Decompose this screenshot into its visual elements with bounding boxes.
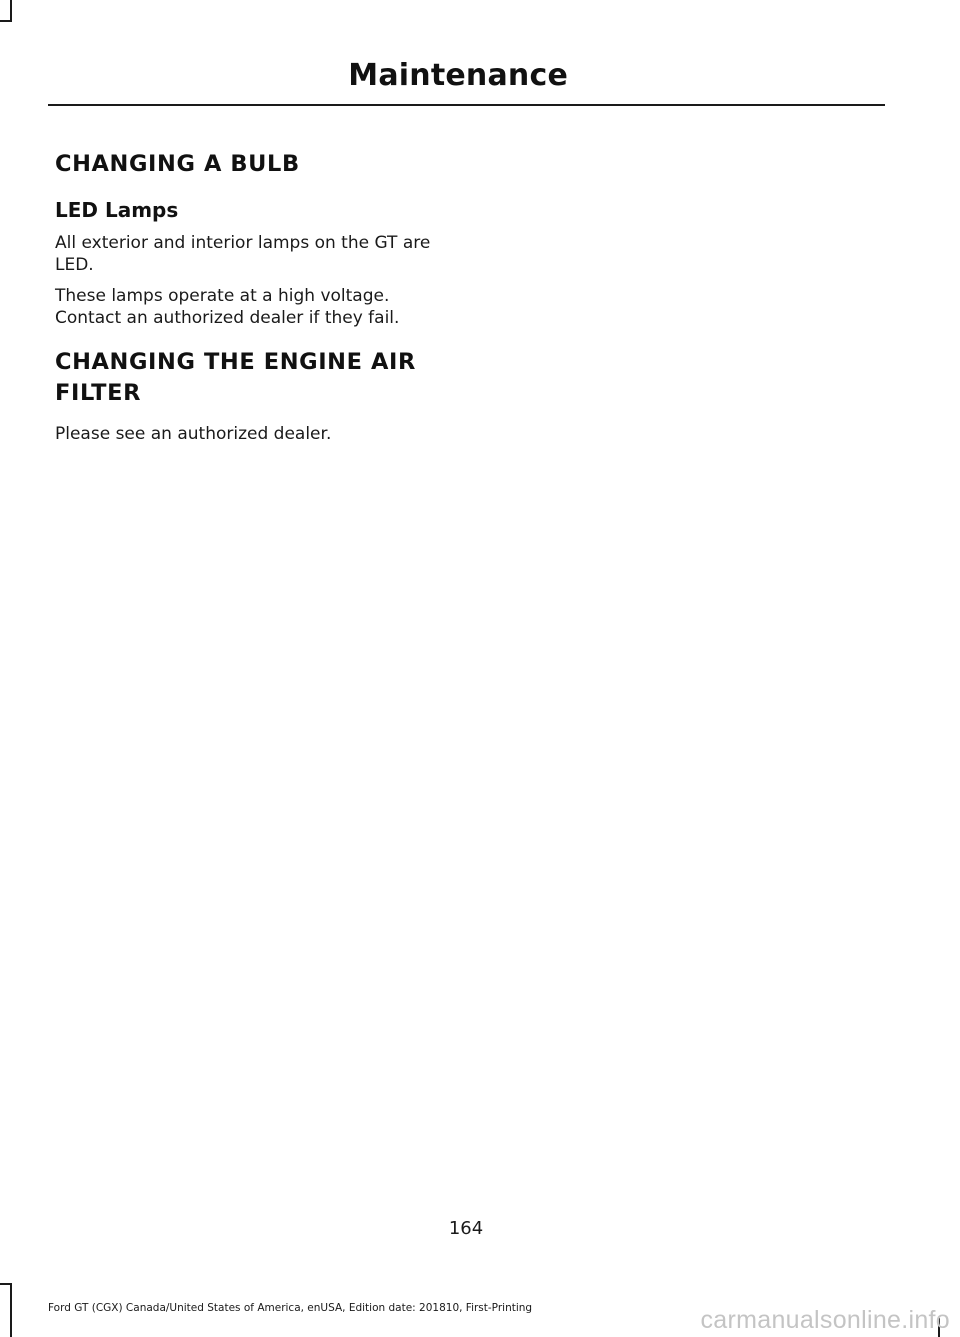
paragraph-see-dealer: Please see an authorized dealer.: [55, 424, 332, 444]
crop-mark-bottom-left-vertical: [10, 1283, 12, 1337]
paragraph-led-lamps: All exterior and interior lamps on the GT are LED.: [55, 233, 431, 275]
heading-changing-engine-air-filter: CHANGING THE ENGINE AIR FILTER: [55, 349, 416, 406]
page-number: 164: [448, 1218, 484, 1239]
paragraph-high-voltage: These lamps operate at a high voltage. Contact an authorized dealer if they fail.: [55, 286, 400, 328]
subheading-led-lamps: LED Lamps: [55, 198, 179, 222]
section-title: Maintenance: [348, 58, 568, 93]
main-content: [55, 148, 445, 454]
edition-line: Ford GT (CGX) Canada/United States of America, enUSA, Edition date: 201810, First-Printing: [48, 1302, 533, 1314]
crop-mark-top-left-horizontal: [0, 20, 12, 22]
heading-changing-a-bulb: CHANGING A BULB: [55, 151, 300, 177]
watermark-link[interactable]: carmanualsonline.info: [700, 1306, 950, 1334]
header-divider: [48, 104, 885, 106]
crop-mark-top-left-vertical: [10, 0, 12, 22]
crop-mark-bottom-left-horizontal: [0, 1283, 12, 1285]
